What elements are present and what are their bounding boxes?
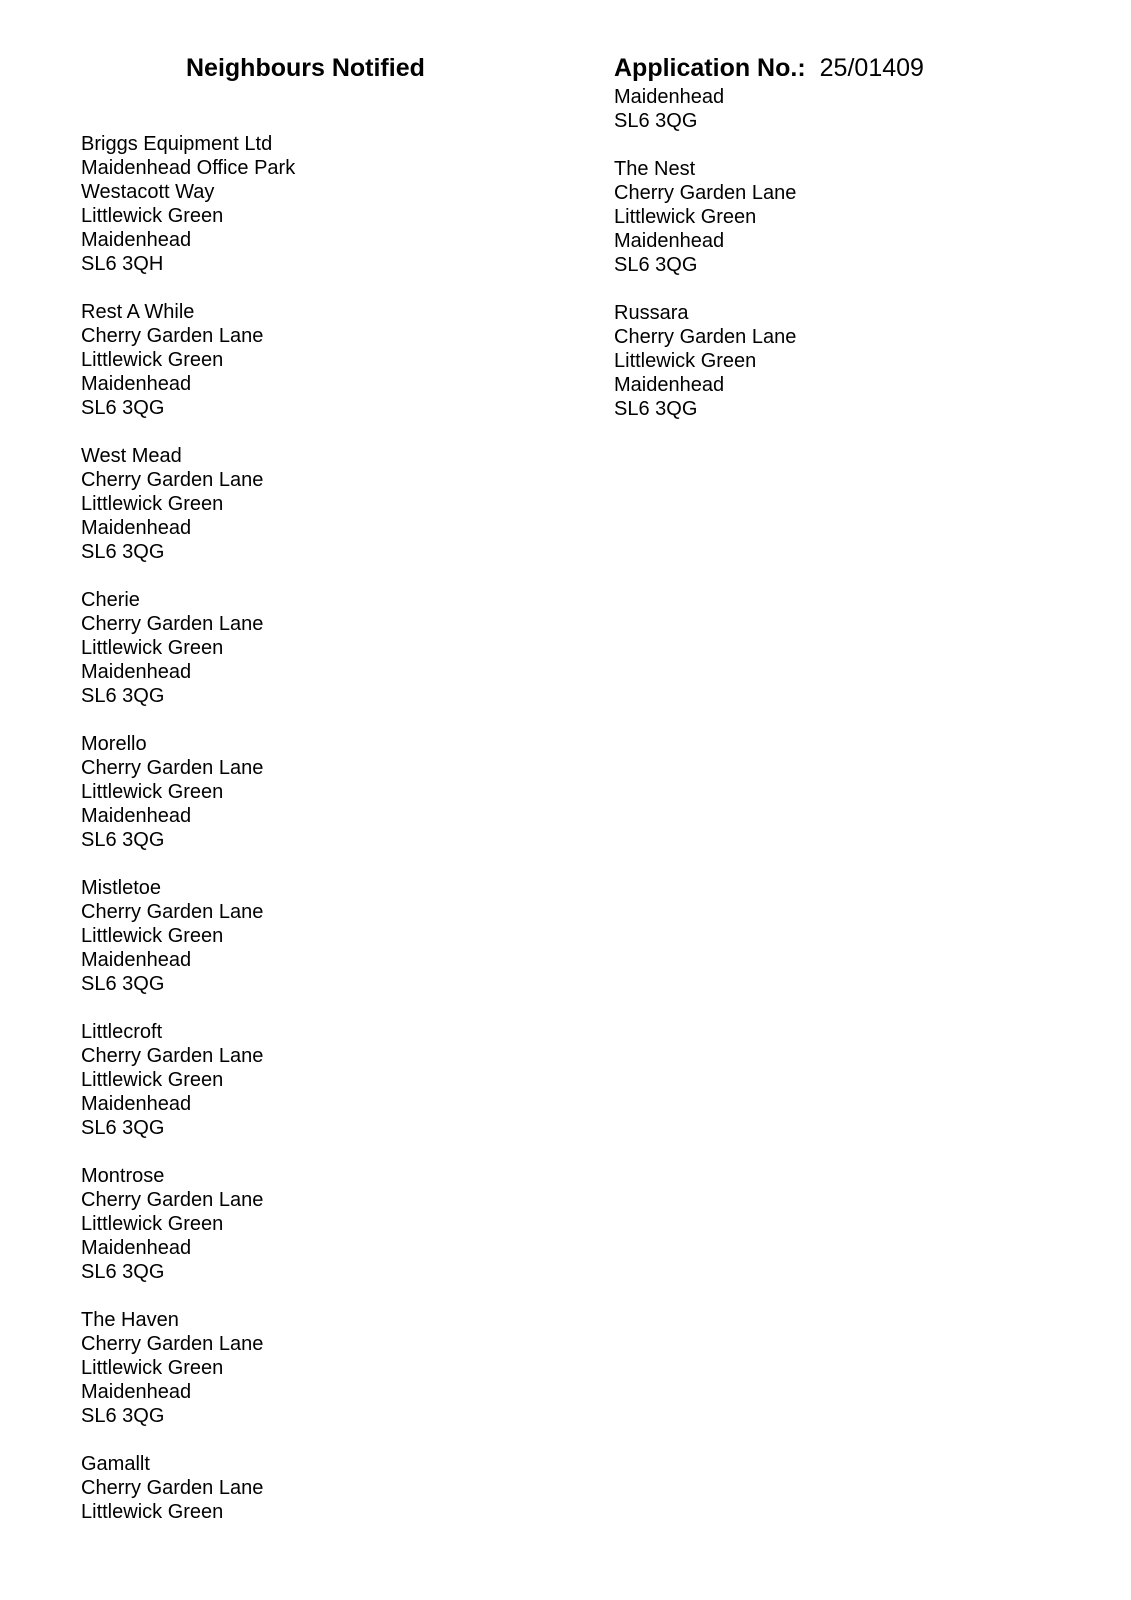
address-block [81,132,295,276]
address-line: Maidenhead [614,374,725,396]
address-line: Russara [614,302,689,324]
address-line: Littlewick Green [81,925,224,947]
address-line: Cherry Garden Lane [81,469,264,491]
address-line: West Mead [81,445,182,467]
address-line: Cherry Garden Lane [614,326,797,348]
address-line: Littlewick Green [81,493,224,515]
address-line: Littlewick Green [81,1069,224,1091]
address-line: Littlewick Green [81,1213,224,1235]
application-number-label: Application No.: [614,54,806,82]
address-line: Littlewick Green [81,1357,224,1379]
address-line: Littlewick Green [81,205,224,227]
address-line: SL6 3QG [81,1405,165,1427]
address-line: Cherry Garden Lane [81,613,264,635]
address-line: Maidenhead [81,949,192,971]
address-line: SL6 3QG [81,541,165,563]
address-line: Maidenhead [614,230,725,252]
address-line: The Nest [614,158,696,180]
address-line: SL6 3QG [81,1261,165,1283]
address-block [81,876,295,996]
address-block [81,1308,295,1428]
address-line: Cherry Garden Lane [81,1333,264,1355]
address-line: Cherry Garden Lane [614,182,797,204]
address-line: Westacott Way [81,181,215,203]
address-line: Briggs Equipment Ltd [81,133,273,155]
address-line: Littlecroft [81,1021,163,1043]
address-line: Rest A While [81,301,195,323]
address-line: SL6 3QG [81,973,165,995]
address-block [81,444,295,564]
address-block [614,301,796,421]
application-reference [614,52,924,84]
address-line: Littlewick Green [81,781,224,803]
address-line: Maidenhead [614,86,725,108]
address-line: Cherry Garden Lane [81,1189,264,1211]
address-line: Maidenhead Office Park [81,157,296,179]
address-line: SL6 3QG [614,254,698,276]
address-line: Maidenhead [81,1093,192,1115]
address-line: SL6 3QG [81,685,165,707]
address-line: Littlewick Green [81,1501,224,1523]
application-number: 25/01409 [819,54,924,82]
address-line: Littlewick Green [614,350,757,372]
address-line: Mistletoe [81,877,162,899]
address-list-right [614,85,796,445]
address-line: Cherry Garden Lane [81,325,264,347]
address-line: SL6 3QG [81,397,165,419]
address-line: Maidenhead [81,661,192,683]
address-line: Maidenhead [81,229,192,251]
address-line: SL6 3QH [81,253,164,275]
address-line: Morello [81,733,147,755]
address-block [81,1164,295,1284]
address-block [614,85,796,133]
address-line: Cherry Garden Lane [81,1045,264,1067]
address-list-left [81,132,295,1548]
address-line: The Haven [81,1309,179,1331]
address-line: Montrose [81,1165,165,1187]
address-line: Littlewick Green [81,637,224,659]
address-line: Maidenhead [81,1237,192,1259]
address-block [81,1020,295,1140]
address-block [81,588,295,708]
address-line: Maidenhead [81,1381,192,1403]
address-block [81,1452,295,1524]
address-line: Cherie [81,589,140,611]
address-line: Gamallt [81,1453,150,1475]
address-line: SL6 3QG [81,829,165,851]
address-line: Littlewick Green [81,349,224,371]
address-line: Maidenhead [81,517,192,539]
page-title: Neighbours Notified [186,54,425,82]
address-line: Maidenhead [81,805,192,827]
address-line: SL6 3QG [81,1117,165,1139]
address-line: Littlewick Green [614,206,757,228]
address-line: SL6 3QG [614,110,698,132]
address-line: SL6 3QG [614,398,698,420]
address-line: Maidenhead [81,373,192,395]
address-line: Cherry Garden Lane [81,757,264,779]
address-block [81,300,295,420]
address-block [614,157,796,277]
address-line: Cherry Garden Lane [81,1477,264,1499]
address-line: Cherry Garden Lane [81,901,264,923]
address-block [81,732,295,852]
